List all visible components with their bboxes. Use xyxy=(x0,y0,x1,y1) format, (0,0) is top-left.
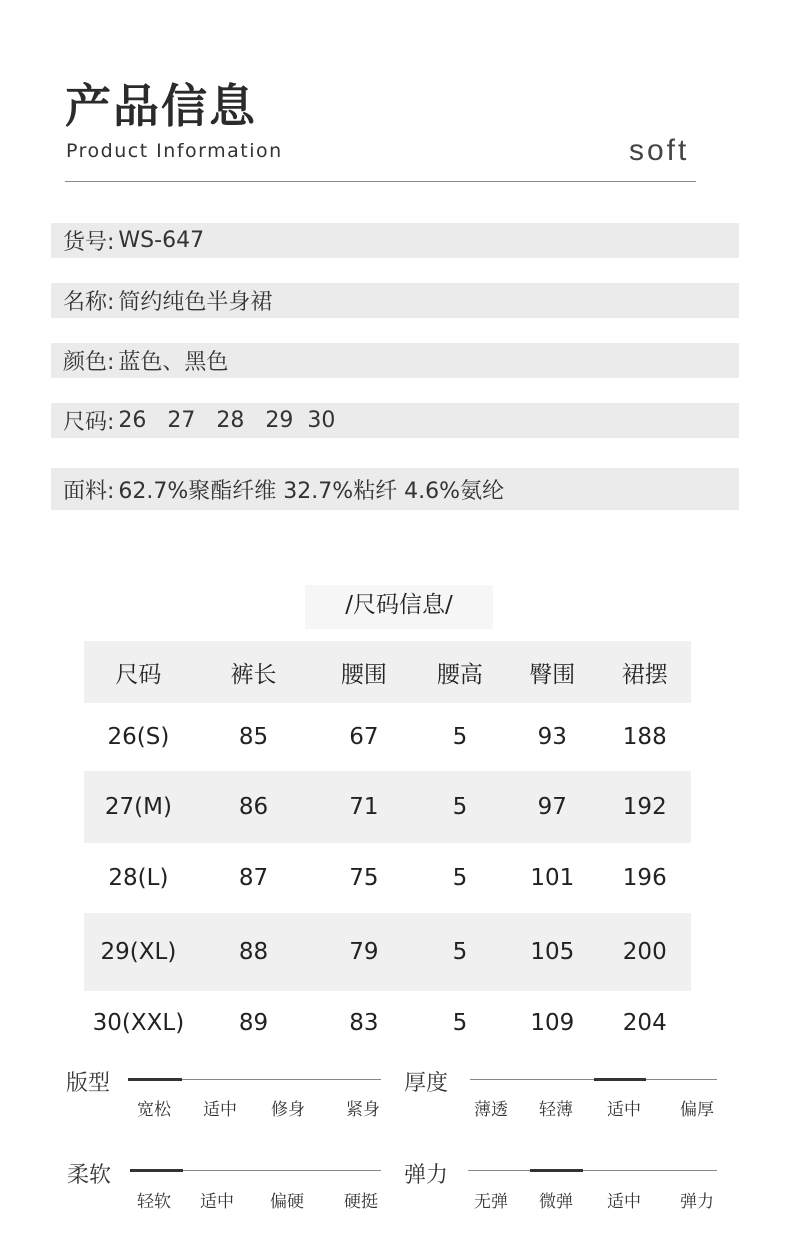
info-value: 简约纯色半身裙 xyxy=(118,290,273,315)
table-cell: 5 xyxy=(452,865,468,891)
table-cell: 200 xyxy=(599,913,691,991)
attr-marker xyxy=(130,1169,183,1172)
table-cell: 5 xyxy=(452,724,468,750)
table-cell: 27(M) xyxy=(84,771,193,843)
info-key: 尺码: xyxy=(63,410,115,435)
table-cell: 93 xyxy=(537,724,567,750)
info-key: 名称: xyxy=(63,290,115,315)
info-value: WS-647 xyxy=(118,228,205,253)
table-header-cell: 裙摆 xyxy=(599,641,691,703)
attr-marker xyxy=(594,1078,646,1081)
info-row-item-number xyxy=(51,223,739,258)
size-table xyxy=(84,641,691,1055)
attr-label-thickness: 厚度 xyxy=(404,1071,449,1096)
attr-option: 无弹 xyxy=(474,1192,508,1212)
attr-option: 轻软 xyxy=(137,1192,171,1212)
table-cell: 86 xyxy=(193,771,314,843)
attr-option: 适中 xyxy=(203,1100,237,1120)
table-cell: 5 xyxy=(414,771,506,843)
table-header-row xyxy=(84,641,691,703)
table-cell: 109 xyxy=(530,1010,575,1036)
attr-option: 微弹 xyxy=(539,1192,573,1212)
attr-option: 偏厚 xyxy=(680,1100,714,1120)
table-cell: 88 xyxy=(193,913,314,991)
info-value: 26 27 28 29 30 xyxy=(118,408,336,433)
info-row-color xyxy=(51,343,739,378)
attr-option: 适中 xyxy=(607,1100,641,1120)
table-cell: 105 xyxy=(506,913,598,991)
table-header-cell: 腰围 xyxy=(314,641,414,703)
table-cell: 204 xyxy=(622,1010,667,1036)
attr-track-softness xyxy=(130,1170,381,1171)
table-cell: 29(XL) xyxy=(84,913,193,991)
table-cell: 192 xyxy=(599,771,691,843)
size-section-title: /尺码信息/ xyxy=(305,585,493,629)
table-header-cell: 裤长 xyxy=(193,641,314,703)
attr-option: 轻薄 xyxy=(539,1100,573,1120)
table-cell: 85 xyxy=(238,724,269,750)
table-header-cell: 腰高 xyxy=(414,641,506,703)
page-subtitle: Product Information xyxy=(66,140,283,162)
attr-option: 修身 xyxy=(271,1100,305,1120)
info-key: 面料: xyxy=(63,478,115,504)
table-cell: 196 xyxy=(622,865,667,891)
attr-option: 弹力 xyxy=(680,1192,714,1212)
table-header-cell: 尺码 xyxy=(84,641,193,703)
attr-option: 适中 xyxy=(200,1192,234,1212)
attr-option: 薄透 xyxy=(474,1100,508,1120)
info-value: 62.7%聚酯纤维 32.7%粘纤 4.6%氨纶 xyxy=(118,478,505,504)
table-row xyxy=(84,913,691,991)
table-cell: 188 xyxy=(622,724,667,750)
attr-track-elasticity xyxy=(468,1170,717,1171)
attr-option: 硬挺 xyxy=(344,1192,378,1212)
attr-option: 紧身 xyxy=(346,1100,380,1120)
attr-label-fit: 版型 xyxy=(66,1071,111,1096)
table-cell: 75 xyxy=(349,865,379,891)
info-row-name xyxy=(51,283,739,318)
attr-marker xyxy=(128,1078,182,1081)
attr-marker xyxy=(530,1169,583,1172)
table-cell: 5 xyxy=(414,913,506,991)
table-row xyxy=(84,703,691,771)
info-row-fabric xyxy=(51,468,739,510)
table-cell: 30(XXL) xyxy=(92,1010,185,1036)
table-cell: 79 xyxy=(314,913,414,991)
table-cell: 26(S) xyxy=(107,724,170,750)
table-cell: 28(L) xyxy=(108,865,169,891)
attr-option: 宽松 xyxy=(137,1100,171,1120)
page-title: 产品信息 xyxy=(65,79,257,133)
info-row-size xyxy=(51,403,739,438)
brand-label: soft xyxy=(629,134,690,167)
header-divider xyxy=(65,181,696,182)
attr-track-thickness xyxy=(470,1079,717,1080)
attr-label-elasticity: 弹力 xyxy=(404,1163,449,1188)
info-value: 蓝色、黑色 xyxy=(118,350,229,375)
info-key: 颜色: xyxy=(63,350,115,375)
table-row xyxy=(84,991,691,1055)
attr-track-fit xyxy=(128,1079,381,1080)
attr-option: 适中 xyxy=(607,1192,641,1212)
table-cell: 71 xyxy=(314,771,414,843)
table-row xyxy=(84,771,691,843)
table-cell: 97 xyxy=(506,771,598,843)
table-cell: 83 xyxy=(349,1010,379,1036)
table-cell: 5 xyxy=(452,1010,468,1036)
table-header-cell: 臀围 xyxy=(506,641,598,703)
attr-label-softness: 柔软 xyxy=(67,1163,112,1188)
table-cell: 67 xyxy=(349,724,379,750)
table-row xyxy=(84,843,691,913)
attr-option: 偏硬 xyxy=(270,1192,304,1212)
table-cell: 101 xyxy=(530,865,575,891)
info-key: 货号: xyxy=(63,230,115,255)
table-cell: 87 xyxy=(238,865,269,891)
table-cell: 89 xyxy=(238,1010,269,1036)
